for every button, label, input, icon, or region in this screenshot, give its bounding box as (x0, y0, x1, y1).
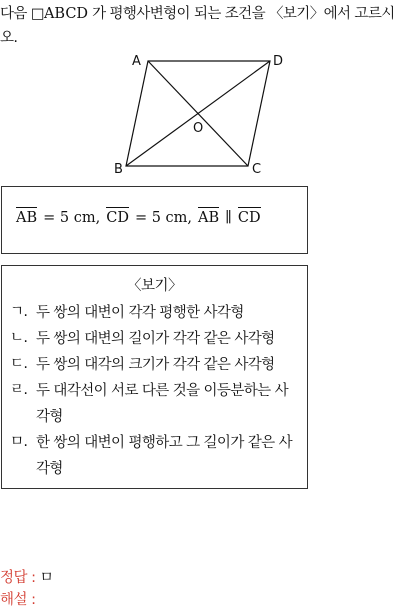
vertex-label-a: A (132, 54, 141, 69)
bogi-item-3 (10, 352, 296, 378)
segment-ab: AB (16, 210, 38, 226)
segment-cd: CD (106, 210, 129, 226)
bogi-item-1 (10, 300, 296, 326)
bogi-marker: ㄷ. (10, 356, 28, 372)
center-label-o: O (193, 121, 204, 136)
parallelogram-diagram (110, 46, 285, 181)
bogi-item-5 (10, 430, 296, 482)
bogi-text: 두 쌍의 대변이 각각 평행한 사각형 (36, 305, 244, 321)
shape-name: ABCD (43, 6, 89, 22)
bogi-box (1, 265, 308, 489)
segment-cd-2: CD (237, 210, 261, 226)
answer-value: ㅁ (39, 570, 54, 586)
vertex-label-b: B (114, 162, 123, 177)
parallelogram-figure (110, 46, 285, 181)
question-suffix: 가 평행사변형이 되는 조건을 〈보기〉에서 고르시오. (0, 6, 395, 46)
bogi-text: 두 쌍의 대변의 길이가 각각 같은 사각형 (36, 331, 275, 347)
bogi-marker: ㄹ. (10, 382, 28, 398)
vertex-label-c: C (252, 162, 262, 177)
bogi-text: 두 대각선이 서로 다른 것을 이등분하는 사각형 (36, 383, 288, 425)
question-prefix: 다음 (0, 6, 31, 22)
bogi-text: 한 쌍의 대변이 평행하고 그 길이가 같은 사각형 (36, 435, 292, 477)
condition-expression (16, 210, 261, 226)
bogi-text: 두 쌍의 대각의 크기가 각각 같은 사각형 (36, 357, 275, 373)
bogi-marker: ㄴ. (10, 330, 28, 346)
bogi-marker: ㅁ. (10, 434, 28, 450)
answer-line (0, 566, 53, 587)
segment-ab-2: AB (198, 210, 220, 226)
vertex-label-d: D (273, 54, 284, 69)
bogi-marker: ㄱ. (10, 304, 28, 320)
length-ab: = 5 cm, (43, 210, 101, 226)
explanation-line (0, 588, 36, 609)
bogi-title: 〈보기〉 (126, 278, 182, 294)
square-symbol: □ (30, 6, 44, 22)
question-text (0, 2, 398, 50)
bogi-item-2 (10, 326, 296, 352)
condition-box (1, 186, 308, 254)
length-cd: = 5 cm, (134, 210, 193, 226)
bogi-item-4 (10, 378, 296, 430)
explanation-label: 해설 : (0, 592, 36, 608)
answer-label: 정답 : (0, 570, 36, 586)
parallel-symbol: ∥ (225, 210, 232, 226)
diagonal-bd (126, 61, 270, 166)
